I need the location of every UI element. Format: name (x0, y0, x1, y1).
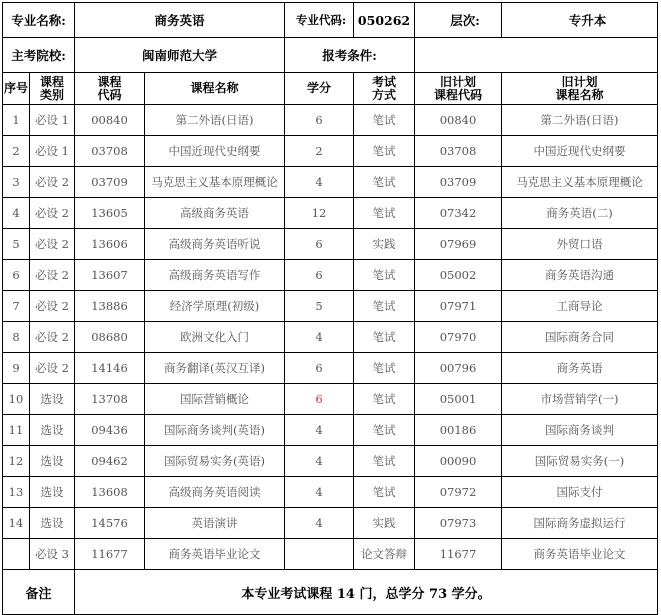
course-type: 必设 2 (30, 291, 75, 322)
course-type: 必设 2 (30, 353, 75, 384)
course-exam: 论文答辩 (354, 539, 415, 570)
level-label: 层次: (415, 3, 502, 38)
course-row (3, 384, 658, 415)
course-code: 00840 (75, 105, 145, 136)
course-credit: 4 (285, 322, 354, 353)
course-credit: 4 (285, 477, 354, 508)
major-name-value: 商务英语 (75, 3, 285, 38)
course-no: 11 (3, 415, 30, 446)
course-type: 必设 2 (30, 229, 75, 260)
old-course-code: 03709 (415, 167, 502, 198)
major-code-value: 050262 (354, 3, 415, 38)
course-type: 必设 2 (30, 198, 75, 229)
old-course-code: 03708 (415, 136, 502, 167)
major-name-label: 专业名称: (3, 3, 75, 38)
course-credit: 6 (285, 384, 354, 415)
course-type: 选设 (30, 477, 75, 508)
course-credit: 6 (285, 353, 354, 384)
course-no: 2 (3, 136, 30, 167)
course-code: 14146 (75, 353, 145, 384)
old-course-name: 国际贸易实务(一) (502, 446, 658, 477)
course-code: 03708 (75, 136, 145, 167)
course-exam: 笔试 (354, 291, 415, 322)
course-name: 第二外语(日语) (145, 105, 285, 136)
course-name: 高级商务英语写作 (145, 260, 285, 291)
old-course-code: 11677 (415, 539, 502, 570)
old-course-name: 市场营销学(一) (502, 384, 658, 415)
school-label: 主考院校: (3, 38, 75, 73)
course-name: 英语演讲 (145, 508, 285, 539)
course-type: 必设 2 (30, 167, 75, 198)
course-plan-table (2, 2, 658, 615)
course-type: 选设 (30, 446, 75, 477)
course-no: 14 (3, 508, 30, 539)
old-course-code: 00840 (415, 105, 502, 136)
course-type: 选设 (30, 384, 75, 415)
course-no: 8 (3, 322, 30, 353)
course-type: 必设 1 (30, 105, 75, 136)
course-exam: 实践 (354, 229, 415, 260)
course-name: 国际营销概论 (145, 384, 285, 415)
level-value: 专升本 (502, 3, 658, 38)
course-no: 12 (3, 446, 30, 477)
col-header-old-code: 旧计划 课程代码 (415, 73, 502, 105)
old-course-name: 国际商务合同 (502, 322, 658, 353)
course-row (3, 508, 658, 539)
course-credit: 6 (285, 229, 354, 260)
col-header-no: 序号 (3, 73, 30, 105)
course-name: 商务英语毕业论文 (145, 539, 285, 570)
remark-text: 本专业考试课程 14 门，总学分 73 学分。 (75, 570, 658, 615)
old-course-code: 07970 (415, 322, 502, 353)
course-code: 13608 (75, 477, 145, 508)
old-course-name: 商务英语 (502, 353, 658, 384)
course-exam: 笔试 (354, 322, 415, 353)
course-row (3, 353, 658, 384)
course-code: 11677 (75, 539, 145, 570)
old-course-code: 05001 (415, 384, 502, 415)
old-course-code: 05002 (415, 260, 502, 291)
old-course-code: 07971 (415, 291, 502, 322)
course-exam: 笔试 (354, 105, 415, 136)
col-header-name: 课程名称 (145, 73, 285, 105)
course-exam: 笔试 (354, 136, 415, 167)
course-code: 13605 (75, 198, 145, 229)
col-header-old-name: 旧计划 课程名称 (502, 73, 658, 105)
course-credit: 6 (285, 260, 354, 291)
course-code: 09436 (75, 415, 145, 446)
old-course-code: 07342 (415, 198, 502, 229)
old-course-code: 00090 (415, 446, 502, 477)
course-type: 必设 2 (30, 322, 75, 353)
old-course-name: 国际支付 (502, 477, 658, 508)
course-no: 7 (3, 291, 30, 322)
course-row (3, 446, 658, 477)
old-course-name: 国际商务谈判 (502, 415, 658, 446)
course-type: 选设 (30, 508, 75, 539)
course-credit: 4 (285, 446, 354, 477)
course-code: 13607 (75, 260, 145, 291)
course-no: 13 (3, 477, 30, 508)
course-name: 高级商务英语阅读 (145, 477, 285, 508)
header-row-major (3, 3, 658, 38)
conditions-label: 报考条件: (285, 38, 415, 73)
course-name: 商务翻译(英汉互译) (145, 353, 285, 384)
course-credit: 12 (285, 198, 354, 229)
course-credit: 4 (285, 508, 354, 539)
course-no: 1 (3, 105, 30, 136)
course-type: 必设 3 (30, 539, 75, 570)
col-header-code: 课程 代码 (75, 73, 145, 105)
old-course-code: 00796 (415, 353, 502, 384)
course-row (3, 539, 658, 570)
course-credit: 2 (285, 136, 354, 167)
course-row (3, 415, 658, 446)
course-credit: 6 (285, 105, 354, 136)
course-row (3, 167, 658, 198)
course-credit (285, 539, 354, 570)
old-course-code: 07972 (415, 477, 502, 508)
course-name: 经济学原理(初级) (145, 291, 285, 322)
course-credit: 4 (285, 167, 354, 198)
old-course-name: 中国近现代史纲要 (502, 136, 658, 167)
course-rows (3, 105, 658, 570)
course-row (3, 477, 658, 508)
old-course-name: 工商导论 (502, 291, 658, 322)
course-name: 国际贸易实务(英语) (145, 446, 285, 477)
old-course-code: 00186 (415, 415, 502, 446)
course-exam: 笔试 (354, 446, 415, 477)
course-row (3, 260, 658, 291)
course-credit: 5 (285, 291, 354, 322)
course-name: 高级商务英语听说 (145, 229, 285, 260)
course-exam: 笔试 (354, 477, 415, 508)
course-no (3, 539, 30, 570)
course-no: 6 (3, 260, 30, 291)
old-course-name: 商务英语(二) (502, 198, 658, 229)
course-row (3, 229, 658, 260)
course-no: 3 (3, 167, 30, 198)
course-row (3, 322, 658, 353)
course-code: 14576 (75, 508, 145, 539)
col-header-exam: 考试 方式 (354, 73, 415, 105)
col-header-credit: 学分 (285, 73, 354, 105)
course-exam: 笔试 (354, 260, 415, 291)
old-course-name: 国际商务虚拟运行 (502, 508, 658, 539)
course-exam: 笔试 (354, 415, 415, 446)
course-no: 9 (3, 353, 30, 384)
course-no: 10 (3, 384, 30, 415)
course-no: 4 (3, 198, 30, 229)
course-row (3, 291, 658, 322)
course-row (3, 136, 658, 167)
course-code: 13708 (75, 384, 145, 415)
course-code: 13606 (75, 229, 145, 260)
old-course-name: 马克思主义基本原理概论 (502, 167, 658, 198)
course-name: 欧洲文化入门 (145, 322, 285, 353)
course-exam: 实践 (354, 508, 415, 539)
remark-row (3, 570, 658, 615)
school-value: 闽南师范大学 (75, 38, 285, 73)
course-code: 09462 (75, 446, 145, 477)
course-row (3, 105, 658, 136)
old-course-name: 商务英语毕业论文 (502, 539, 658, 570)
old-course-name: 商务英语沟通 (502, 260, 658, 291)
course-type: 选设 (30, 415, 75, 446)
course-name: 中国近现代史纲要 (145, 136, 285, 167)
header-row-school (3, 38, 658, 73)
col-header-type: 课程 类别 (30, 73, 75, 105)
major-code-label: 专业代码: (285, 3, 354, 38)
course-name: 马克思主义基本原理概论 (145, 167, 285, 198)
course-code: 08680 (75, 322, 145, 353)
course-type: 必设 2 (30, 260, 75, 291)
column-header-row (3, 73, 658, 105)
course-exam: 笔试 (354, 384, 415, 415)
course-code: 03709 (75, 167, 145, 198)
course-exam: 笔试 (354, 353, 415, 384)
course-exam: 笔试 (354, 198, 415, 229)
old-course-name: 外贸口语 (502, 229, 658, 260)
course-credit: 4 (285, 415, 354, 446)
course-type: 必设 1 (30, 136, 75, 167)
old-course-code: 07973 (415, 508, 502, 539)
remark-label: 备注 (3, 570, 75, 615)
course-no: 5 (3, 229, 30, 260)
course-row (3, 198, 658, 229)
course-name: 国际商务谈判(英语) (145, 415, 285, 446)
old-course-code: 07969 (415, 229, 502, 260)
course-name: 高级商务英语 (145, 198, 285, 229)
course-exam: 笔试 (354, 167, 415, 198)
conditions-value (415, 38, 658, 73)
old-course-name: 第二外语(日语) (502, 105, 658, 136)
course-code: 13886 (75, 291, 145, 322)
